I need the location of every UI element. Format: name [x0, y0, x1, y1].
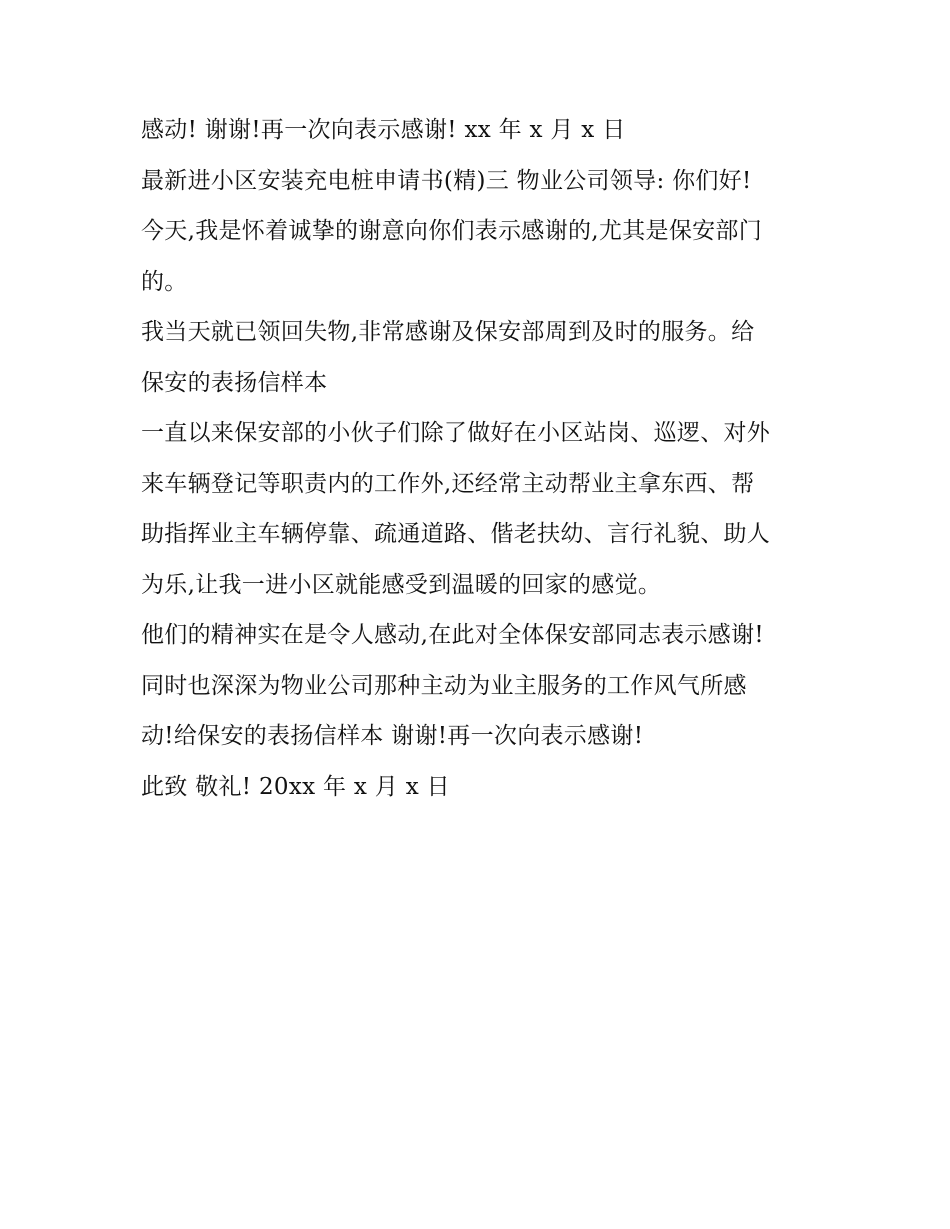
text-line: 他们的精神实在是令人感动,在此对全体保安部同志表示感谢!	[141, 622, 764, 648]
letter-body	[141, 105, 831, 812]
text-line: 动!给保安的表扬信样本 谢谢!再一次向表示感谢!	[141, 723, 644, 749]
text-line: 今天,我是怀着诚挚的谢意向你们表示感谢的,尤其是保安部门	[141, 218, 763, 244]
text-line: 保安的表扬信样本	[141, 369, 328, 396]
text-line: 助指挥业主车辆停靠、疏通道路、偕老扶幼、言行礼貌、助人	[141, 521, 771, 547]
text-line: 感动! 谢谢!再一次向表示感谢! xx 年 x 月 x 日	[141, 117, 626, 143]
text-line: 此致 敬礼! 20xx 年 x 月 x 日	[141, 773, 450, 800]
text-line: 同时也深深为物业公司那种主动为业主服务的工作风气所感	[141, 672, 747, 699]
text-line: 我当天就已领回失物,非常感谢及保安部周到及时的服务。给	[141, 319, 755, 345]
text-line: 为乐,让我一进小区就能感受到温暖的回家的感觉。	[141, 571, 662, 598]
text-line: 最新进小区安装充电桩申请书(精)三 物业公司领导: 你们好!	[141, 167, 752, 194]
text-line: 来车辆登记等职责内的工作外,还经常主动帮业主拿东西、帮	[141, 470, 755, 497]
text-line: 一直以来保安部的小伙子们除了做好在小区站岗、巡逻、对外	[141, 420, 771, 446]
text-line: 的。	[141, 268, 188, 295]
